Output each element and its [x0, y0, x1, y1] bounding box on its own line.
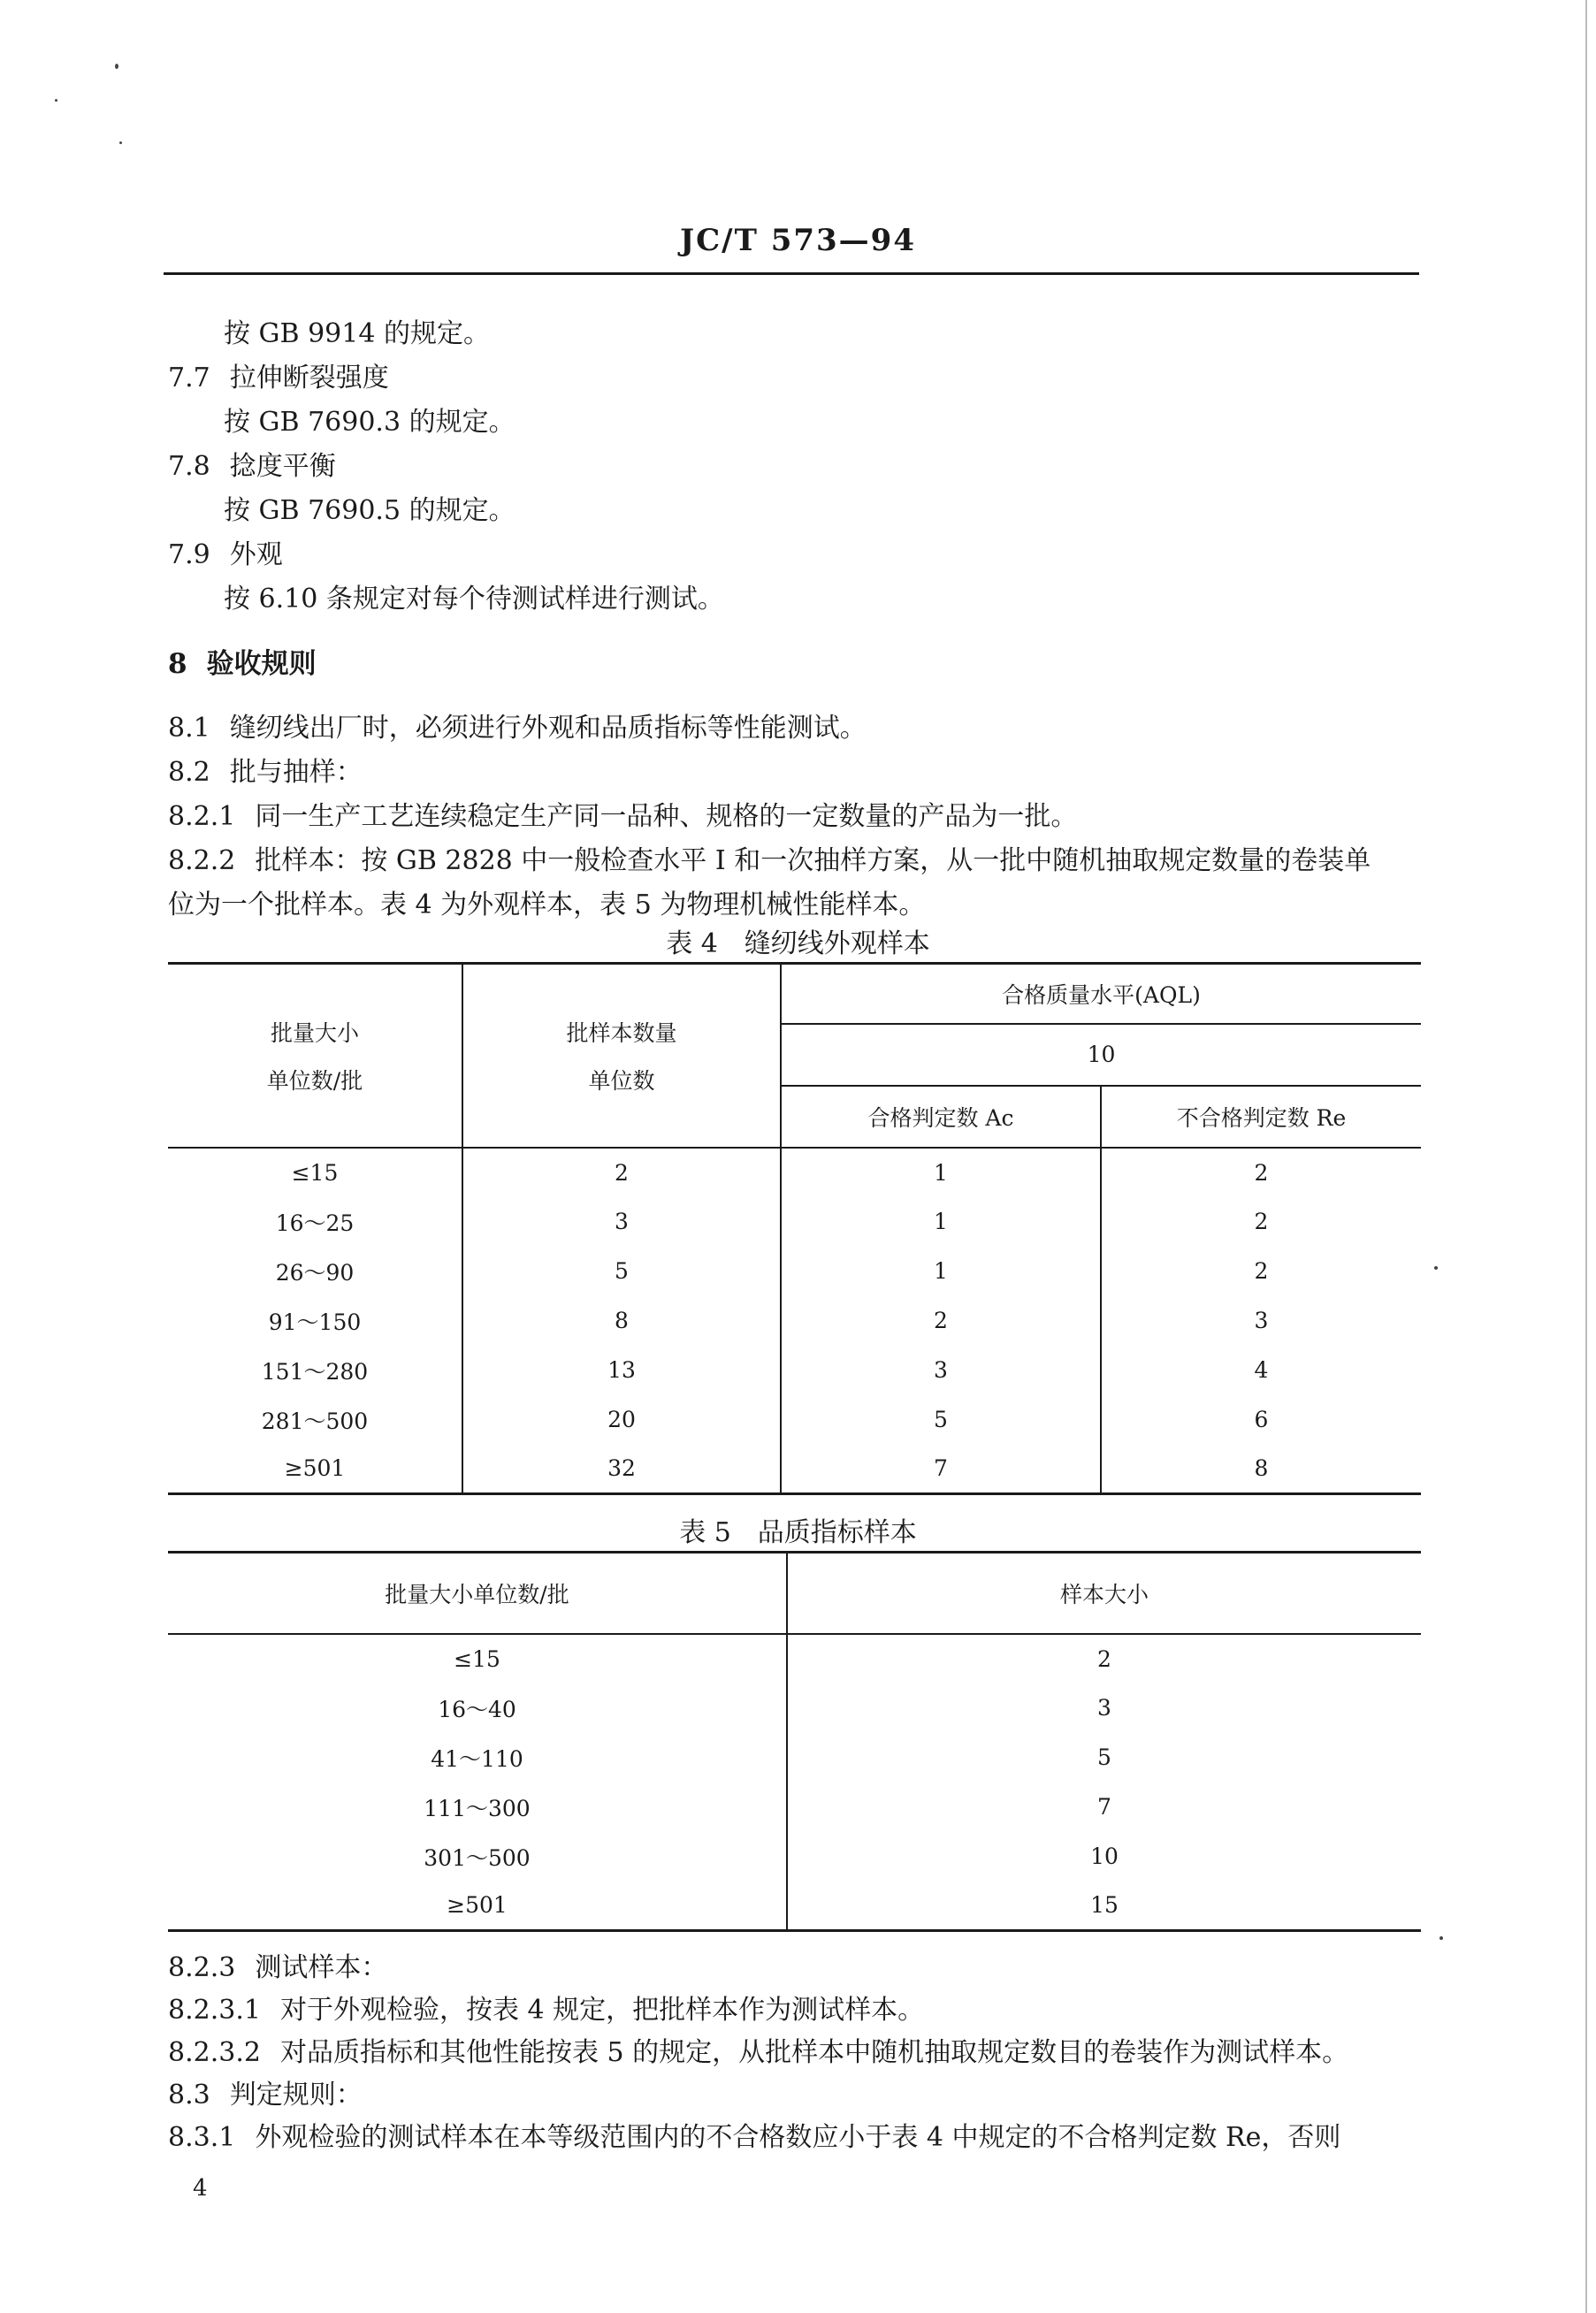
table4 [168, 962, 1421, 1495]
table-row [168, 1247, 1421, 1296]
header-rule [164, 272, 1419, 275]
cell-re: 2 [1254, 1159, 1269, 1186]
line-text: 外观检验的测试样本在本等级范围内的不合格数应小于表 4 中规定的不合格判定数 Re，否则 [255, 2122, 1341, 2153]
table-row [168, 1197, 1421, 1247]
scan-edge [1585, 0, 1587, 2313]
cell-lot: ≤15 [168, 1148, 462, 1197]
cell-lot: 26～90 [168, 1247, 462, 1296]
line-9 [168, 750, 363, 789]
after-line-4 [168, 2115, 1340, 2154]
table4-header-accept: 合格判定数 Ac [781, 1086, 1101, 1148]
clause-number: 8.2.3.1 [168, 1995, 261, 2026]
cell-lot: 16～40 [168, 1683, 787, 1733]
clause-number: 8.2.3 [168, 1952, 236, 1983]
line-text: 测试样本： [255, 1952, 388, 1983]
line-text: 捻度平衡 [229, 451, 336, 482]
table-row [168, 1346, 1421, 1395]
cell-re: 2 [1254, 1258, 1269, 1284]
table4-header-reject: 不合格判定数 Re [1101, 1086, 1421, 1148]
header-text: 批量大小 [270, 1019, 359, 1046]
page-number: 4 [193, 2175, 208, 2202]
cell-lot: 301～500 [168, 1832, 787, 1882]
line-0 [224, 311, 490, 350]
clause-number: 8.2.3.2 [168, 2037, 261, 2068]
table4-header-sample [462, 964, 781, 1148]
table4-header-lot [168, 964, 462, 1148]
line-2 [224, 400, 515, 439]
line-10 [168, 794, 1077, 833]
clause-number: 8.2.2 [168, 845, 236, 876]
table-row [168, 1782, 1421, 1832]
line-text: 位为一个批样本。表 4 为外观样本，表 5 为物理机械性能样本。 [168, 889, 926, 920]
cell-re: 8 [1254, 1455, 1269, 1482]
cell-ac: 2 [781, 1296, 1101, 1346]
line-text: 拉伸断裂强度 [229, 363, 389, 393]
cell-sample: 2 [462, 1148, 781, 1197]
table-row [168, 1832, 1421, 1882]
table5-header-lot: 批量大小单位数/批 [168, 1553, 787, 1634]
table-row [168, 1296, 1421, 1346]
clause-number: 8.2 [168, 757, 210, 788]
table5-caption: 表 5 品质指标样本 [679, 1517, 917, 1548]
after-line-3 [168, 2073, 363, 2111]
header-text: 单位数 [588, 1067, 655, 1094]
line-1 [168, 355, 389, 394]
cell-sample: 5 [1097, 1744, 1111, 1770]
section-text: 验收规则 [206, 648, 317, 680]
cell-lot: 111～300 [168, 1782, 787, 1832]
clause-number: 8.1 [168, 713, 210, 744]
clause-number: 7.8 [168, 451, 210, 482]
cell-lot: ≥501 [168, 1882, 787, 1931]
table-row [168, 1882, 1421, 1931]
cell-sample: 2 [1097, 1645, 1111, 1672]
cell-sample: 20 [462, 1395, 781, 1445]
table4-header-aql: 合格质量水平(AQL) [781, 964, 1421, 1024]
scan-speck [1434, 1266, 1438, 1270]
clause-number: 7.7 [168, 363, 210, 393]
cell-ac: 1 [781, 1148, 1101, 1197]
cell-sample: 10 [1090, 1844, 1119, 1869]
cell-sample: 8 [462, 1296, 781, 1346]
cell-sample: 5 [462, 1247, 781, 1296]
line-text: 按 6.10 条规定对每个待测试样进行测试。 [224, 584, 724, 615]
cell-ac: 5 [781, 1395, 1101, 1445]
clause-number: 8.3 [168, 2080, 210, 2111]
line-3 [168, 444, 336, 483]
line-text: 对品质指标和其他性能按表 5 的规定，从批样本中随机抽取规定数目的卷装作为测试样本。 [279, 2037, 1349, 2068]
cell-lot: 91～150 [168, 1296, 462, 1346]
page-header: JC/T 573—94 [680, 223, 916, 258]
cell-sample: 7 [1097, 1794, 1111, 1820]
cell-ac: 1 [781, 1197, 1101, 1247]
table-row [168, 1683, 1421, 1733]
cell-ac: 3 [781, 1346, 1101, 1395]
table-row [168, 1634, 1421, 1683]
table-row [168, 1395, 1421, 1445]
cell-re: 4 [1254, 1357, 1269, 1383]
line-11 [168, 838, 1371, 877]
line-12 [168, 882, 925, 921]
header-text: 单位数/批 [266, 1067, 363, 1094]
scan-speck [55, 99, 57, 102]
line-text: 对于外观检验，按表 4 规定，把批样本作为测试样本。 [279, 1995, 925, 2026]
table-row [168, 1445, 1421, 1494]
clause-number: 8.3.1 [168, 2122, 236, 2153]
cell-lot: 16～25 [168, 1197, 462, 1247]
line-text: 按 GB 7690.5 的规定。 [224, 495, 515, 526]
table5 [168, 1551, 1421, 1932]
scan-speck [115, 64, 118, 69]
clause-number: 7.9 [168, 539, 210, 570]
cell-sample: 13 [462, 1346, 781, 1395]
line-text: 缝纫线出厂时，必须进行外观和品质指标等性能测试。 [229, 713, 867, 744]
table4-caption: 表 4 缝纫线外观样本 [666, 928, 930, 959]
clause-number: 8.2.1 [168, 801, 236, 832]
line-8 [168, 706, 867, 744]
line-text: 批样本：按 GB 2828 中一般检查水平 I 和一次抽样方案，从一批中随机抽取规定数量的卷装单 [255, 845, 1371, 876]
line-text: 判定规则： [229, 2080, 363, 2111]
cell-lot: ≤15 [168, 1634, 787, 1683]
cell-lot: 151～280 [168, 1346, 462, 1395]
cell-re: 6 [1254, 1407, 1269, 1432]
cell-sample: 3 [1097, 1695, 1111, 1721]
table-row [168, 1148, 1421, 1197]
cell-ac: 1 [781, 1247, 1101, 1296]
header-text: 批样本数量 [566, 1019, 677, 1046]
after-line-1 [168, 1988, 924, 2027]
table4-aql-value: 10 [781, 1024, 1421, 1086]
section-title [168, 641, 317, 681]
line-4 [224, 488, 515, 527]
after-line-0 [168, 1945, 387, 1984]
cell-lot: 41～110 [168, 1733, 787, 1782]
line-5 [168, 532, 283, 571]
cell-sample: 15 [1090, 1892, 1119, 1919]
cell-re: 3 [1254, 1308, 1269, 1333]
cell-sample: 32 [462, 1445, 781, 1494]
cell-re: 2 [1254, 1209, 1269, 1234]
cell-lot: 281～500 [168, 1395, 462, 1445]
cell-lot: ≥501 [168, 1445, 462, 1494]
cell-ac: 7 [781, 1445, 1101, 1494]
table5-header-sample: 样本大小 [787, 1553, 1421, 1634]
after-line-2 [168, 2030, 1348, 2069]
table-row [168, 1733, 1421, 1782]
section-number: 8 [168, 648, 187, 680]
scan-speck [1439, 1936, 1443, 1940]
line-text: 按 GB 7690.3 的规定。 [224, 407, 515, 438]
line-text: 同一生产工艺连续稳定生产同一品种、规格的一定数量的产品为一批。 [255, 801, 1078, 832]
line-text: 批与抽样： [229, 757, 363, 788]
scan-speck [119, 141, 122, 144]
line-text: 外观 [229, 539, 283, 570]
line-6 [224, 576, 724, 615]
line-text: 按 GB 9914 的规定。 [224, 318, 490, 349]
cell-sample: 3 [462, 1197, 781, 1247]
